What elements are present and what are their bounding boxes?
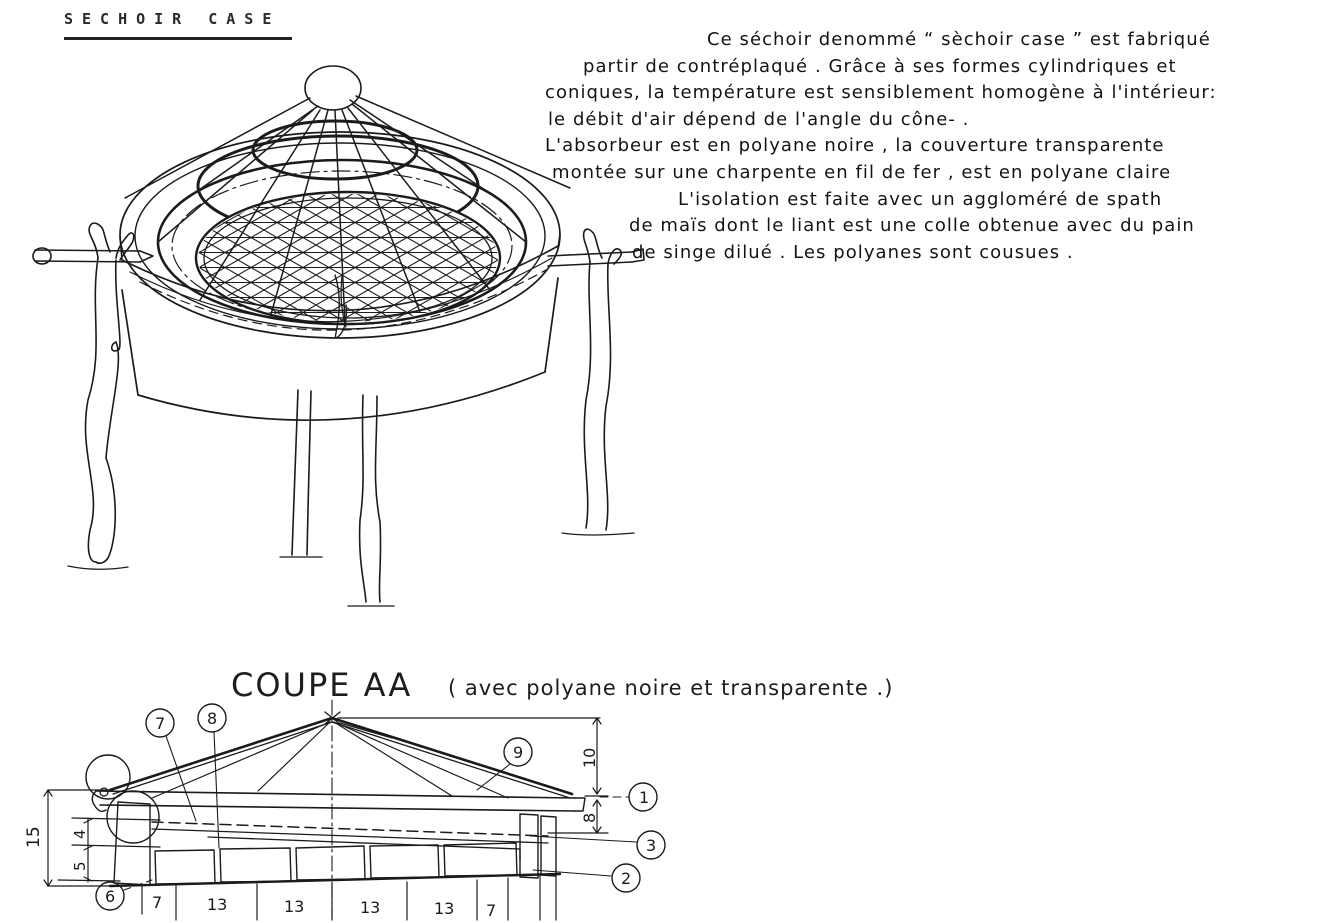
svg-text:10: 10 (580, 747, 599, 768)
paragraph-line: Ce séchoir denommé “ sèchoir case ” est fabriqué (707, 29, 1211, 50)
svg-text:15: 15 (24, 826, 44, 848)
callout-2: 2 (621, 869, 632, 888)
paragraph-line: L'isolation est faite avec un aggloméré de spath (678, 188, 1163, 210)
left-dimensions (24, 790, 160, 886)
insulation-section (110, 802, 560, 886)
callout-7: 7 (155, 714, 166, 733)
svg-text:13: 13 (360, 898, 381, 917)
svg-text:7: 7 (152, 893, 163, 912)
rim-section (92, 788, 585, 811)
detail-circles (86, 755, 159, 843)
description-paragraph (545, 27, 1321, 266)
paragraph-line: partir de contréplaqué . Grâce à ses formes cylindriques et (583, 55, 1177, 77)
section-subtitle: ( avec polyane noire et transparente .) (448, 676, 894, 700)
section-title: COUPE AA (231, 666, 413, 704)
callout-1: 1 (639, 788, 650, 807)
svg-text:13: 13 (434, 899, 455, 918)
drying-mesh (196, 192, 500, 324)
middle-legs (280, 390, 394, 606)
absorber-section (152, 822, 548, 860)
paragraph-line: le débit d'air dépend de l'angle du cône- . (548, 108, 970, 130)
paragraph-line: de maïs dont le liant est une colle obtenue avec du pain (629, 215, 1195, 237)
paragraph-line: coniques, la température est sensiblement homogène à l'intérieur: (545, 82, 1217, 104)
svg-text:8: 8 (580, 812, 599, 823)
cone-section (110, 718, 572, 798)
title-underline (64, 37, 292, 40)
cross-section-drawing (0, 690, 900, 923)
callout-8: 8 (207, 709, 218, 728)
callout-3: 3 (646, 836, 657, 855)
svg-text:5: 5 (71, 861, 89, 871)
paragraph-line: de singe dilué . Les polyanes sont cousues . (632, 241, 1074, 263)
callout-9: 9 (513, 743, 524, 762)
svg-text:4: 4 (71, 829, 89, 839)
svg-text:7: 7 (486, 901, 497, 920)
paragraph-line: montée sur une charpente en fil de fer , est en polyane claire (552, 161, 1172, 183)
callout-6: 6 (105, 887, 116, 906)
perspective-drawing (30, 50, 650, 615)
paragraph-line: L'absorbeur est en polyane noire , la couverture transparente (545, 135, 1165, 157)
right-branch-support (548, 229, 644, 535)
right-dimensions (338, 718, 608, 833)
svg-text:13: 13 (284, 897, 305, 916)
svg-text:13: 13 (207, 895, 228, 914)
page-title: SECHOIR CASE (64, 10, 281, 28)
